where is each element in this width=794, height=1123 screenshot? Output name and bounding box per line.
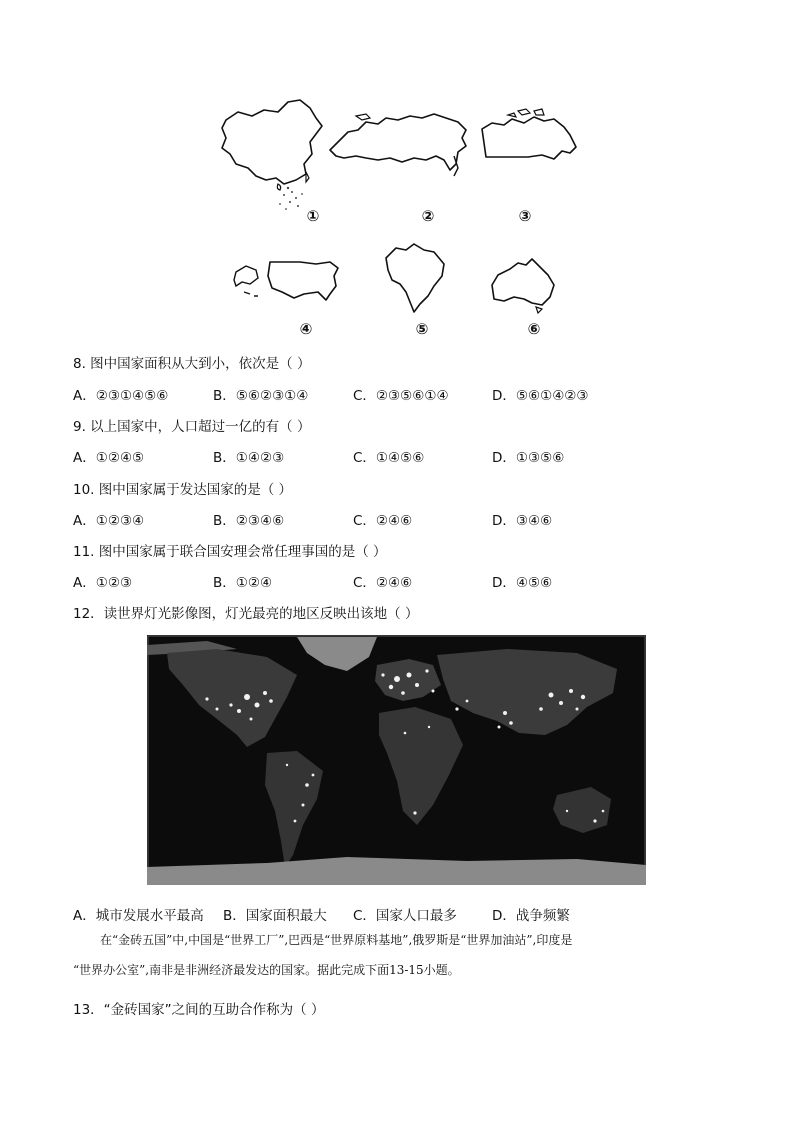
usa-map-icon xyxy=(230,258,342,303)
question-11-stem: 11. 图中国家属于联合国安理会常任理事国的是（ ） xyxy=(73,544,387,560)
option-b[interactable]: B．①②④ xyxy=(213,575,273,591)
option-a[interactable]: A．②③①④⑤⑥ xyxy=(73,388,169,404)
map-label-3: ③ xyxy=(518,207,532,225)
china-map-icon xyxy=(218,98,328,213)
map-label-4: ④ xyxy=(299,320,313,338)
passage-line-1: 在“金砖五国”中,中国是“世界工厂”,巴西是“世界原料基地”,俄罗斯是“世界加油站”,印度是 xyxy=(100,933,573,947)
question-10-stem: 10. 图中国家属于发达国家的是（ ） xyxy=(73,482,293,498)
option-c[interactable]: C．国家人口最多 xyxy=(353,908,457,924)
option-d[interactable]: D．⑤⑥①④②③ xyxy=(492,388,589,404)
option-d[interactable]: D．④⑤⑥ xyxy=(492,575,553,591)
option-c[interactable]: C．①④⑤⑥ xyxy=(353,450,425,466)
map-label-5: ⑤ xyxy=(415,320,429,338)
option-b[interactable]: B．⑤⑥②③①④ xyxy=(213,388,309,404)
option-c[interactable]: C．②④⑥ xyxy=(353,513,413,529)
question-13-stem: 13．“金砖国家”之间的互助合作称为（ ） xyxy=(73,1002,325,1018)
question-9-stem: 9. 以上国家中，人口超过一亿的有（ ） xyxy=(73,419,311,435)
russia-map-icon xyxy=(326,110,471,182)
question-12-stem: 12．读世界灯光影像图，灯光最亮的地区反映出该地（ ） xyxy=(73,606,419,622)
option-d[interactable]: D．①③⑤⑥ xyxy=(492,450,565,466)
option-a[interactable]: A．城市发展水平最高 xyxy=(73,908,204,924)
question-8-options xyxy=(73,384,753,404)
map-label-6: ⑥ xyxy=(527,320,541,338)
option-b[interactable]: B．①④②③ xyxy=(213,450,285,466)
option-b[interactable]: B．国家面积最大 xyxy=(223,908,327,924)
question-12-options xyxy=(73,904,753,924)
question-8-stem: 8. 图中国家面积从大到小，依次是（ ） xyxy=(73,356,311,372)
question-10-options xyxy=(73,509,753,529)
map-label-2: ② xyxy=(421,207,435,225)
passage-line-2: “世界办公室”,南非是非洲经济最发达的国家。据此完成下面13-15小题。 xyxy=(73,963,460,977)
canada-map-icon xyxy=(478,107,580,167)
world-night-lights-map-icon xyxy=(147,635,646,885)
option-a[interactable]: A．①②④⑤ xyxy=(73,450,145,466)
option-a[interactable]: A．①②③ xyxy=(73,575,133,591)
reading-passage xyxy=(73,925,733,985)
map-label-1: ① xyxy=(306,207,320,225)
option-a[interactable]: A．①②③④ xyxy=(73,513,145,529)
option-b[interactable]: B．②③④⑥ xyxy=(213,513,285,529)
question-11-options xyxy=(73,571,753,591)
option-d[interactable]: D．战争频繁 xyxy=(492,908,570,924)
brazil-map-icon xyxy=(380,240,448,315)
option-c[interactable]: C．②③⑤⑥①④ xyxy=(353,388,449,404)
country-outline-figure xyxy=(0,0,794,345)
question-9-options xyxy=(73,446,753,466)
option-c[interactable]: C．②④⑥ xyxy=(353,575,413,591)
option-d[interactable]: D．③④⑥ xyxy=(492,513,553,529)
australia-map-icon xyxy=(488,255,558,315)
